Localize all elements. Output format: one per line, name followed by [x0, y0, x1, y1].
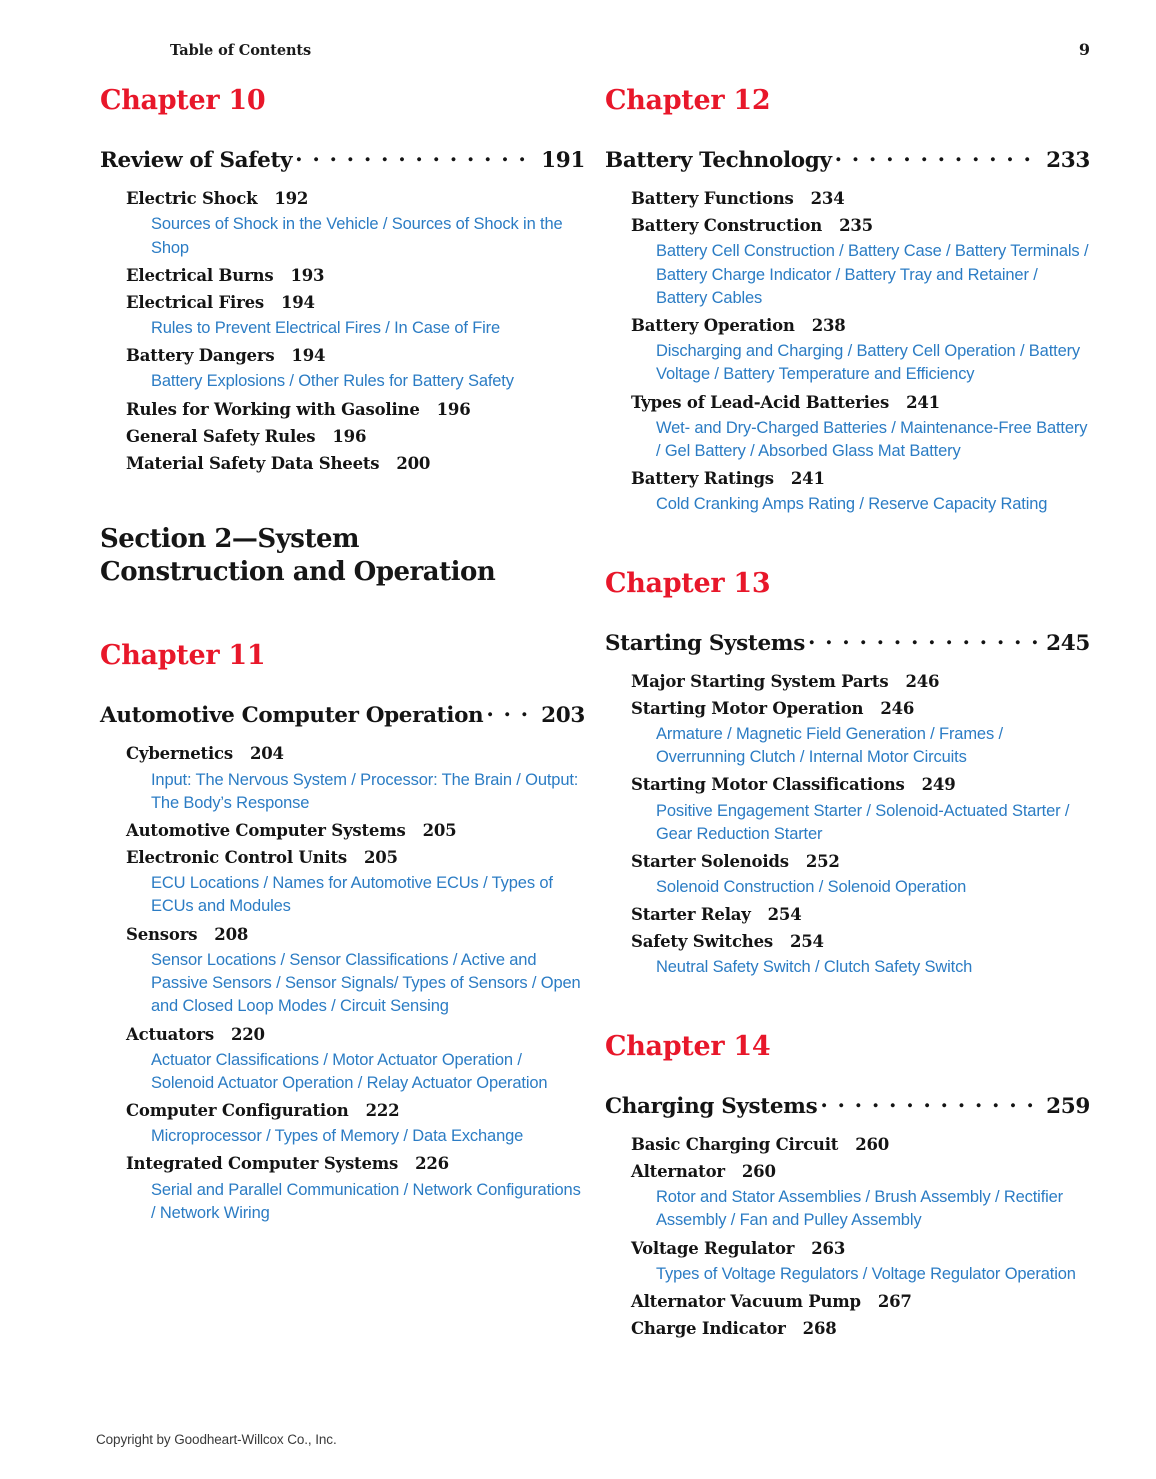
toc-entry-label: Major Starting System Parts: [631, 671, 889, 691]
toc-entry-level2[interactable]: Cold Cranking Amps Rating / Reserve Capacity Rating: [656, 495, 1048, 514]
toc-entry-level2[interactable]: Microprocessor / Types of Memory / Data Exchange: [151, 1127, 524, 1146]
chapter-title-text: Starting Systems: [605, 630, 805, 656]
chapter-title-page-number: 191: [541, 148, 585, 174]
toc-entry-page-number: 260: [741, 1162, 776, 1181]
chapter-title-text: Charging Systems: [605, 1093, 818, 1119]
toc-entry-level2[interactable]: Actuator Classifications / Motor Actuator Operation / Solenoid Actuator Operation / Relay Actuator Operation: [151, 1050, 548, 1092]
chapter-title-page-number: 203: [541, 703, 585, 729]
toc-entry-label: Electrical Burns: [126, 265, 274, 285]
toc-entry-label: Alternator: [631, 1162, 725, 1181]
chapter-title-entry[interactable]: [605, 146, 1090, 174]
toc-entry-level2[interactable]: Serial and Parallel Communication / Network Configurations / Network Wiring: [151, 1180, 581, 1222]
toc-entry-page-number: 252: [805, 852, 840, 871]
chapter-title-entry[interactable]: [100, 701, 585, 729]
toc-entry-label: Actuators: [126, 1024, 214, 1044]
toc-entry-level2[interactable]: Solenoid Construction / Solenoid Operation: [656, 878, 967, 897]
toc-entry-label: Battery Ratings: [631, 469, 774, 489]
toc-entry-level1[interactable]: [126, 845, 585, 870]
toc-entry-label: Sensors: [126, 924, 198, 944]
toc-columns: [100, 86, 1090, 1343]
running-head-title: Table of Contents: [170, 42, 312, 59]
toc-entry-label: General Safety Rules: [126, 426, 316, 446]
toc-entry-label: Battery Functions: [631, 189, 794, 209]
dot-leader: [820, 1091, 1039, 1113]
toc-entry-label: Battery Construction: [631, 216, 823, 236]
copyright-notice: Copyright by Goodheart-Willcox Co., Inc.: [96, 1432, 337, 1447]
chapter-title-entry[interactable]: [100, 146, 585, 174]
toc-entry-level1[interactable]: [631, 849, 1090, 874]
toc-entry-level1[interactable]: [631, 929, 1090, 954]
running-head: [100, 40, 1090, 59]
toc-entry-page-number: 192: [274, 189, 309, 209]
toc-entry-label: Electric Shock: [126, 189, 258, 209]
toc-entry-page-number: 196: [332, 426, 367, 446]
toc-entry-page-number: 205: [364, 848, 398, 868]
toc-entry-level1[interactable]: [631, 696, 1090, 721]
toc-entry-level1[interactable]: [631, 772, 1090, 797]
dot-leader: [486, 701, 534, 723]
toc-entry-level1[interactable]: [126, 451, 585, 476]
toc-entry-label: Types of Lead-Acid Batteries: [631, 392, 890, 412]
toc-entry-level1[interactable]: [631, 669, 1090, 694]
chapter-heading[interactable]: Chapter 14: [605, 1030, 771, 1062]
toc-entry-level1[interactable]: [631, 902, 1090, 927]
toc-column-left: [100, 86, 585, 1343]
chapter-title-text: Battery Technology: [605, 148, 832, 174]
toc-entry-level2[interactable]: Input: The Nervous System / Processor: The Brain / Output: The Body’s Response: [151, 770, 579, 812]
toc-entry-label: Basic Charging Circuit: [631, 1134, 839, 1154]
toc-entry-level2[interactable]: ECU Locations / Names for Automotive ECUs / Types of ECUs and Modules: [151, 874, 553, 916]
chapter-title-page-number: 233: [1046, 148, 1090, 174]
dot-leader: [808, 628, 1039, 650]
toc-entry-level1[interactable]: [126, 424, 585, 449]
toc-entry-level1[interactable]: [631, 1316, 1090, 1341]
toc-entry-page-number: 194: [281, 292, 315, 312]
toc-entry-level2[interactable]: Sensor Locations / Sensor Classifications / Active and Passive Sensors / Sensor Signals/ Types of Sensors / Open and Closed Loop Modes / Circuit Sensing: [151, 950, 581, 1016]
toc-entry-level2[interactable]: Wet- and Dry-Charged Batteries / Maintenance-Free Battery / Gel Battery / Absorbed Glass Mat Battery: [656, 418, 1088, 460]
chapter-title-entry[interactable]: [605, 628, 1090, 656]
toc-entry-label: Starting Motor Classifications: [631, 775, 905, 795]
toc-entry-level2[interactable]: Rotor and Stator Assemblies / Brush Assembly / Rectifier Assembly / Fan and Pulley Assembly: [656, 1188, 1064, 1230]
toc-entry-level2[interactable]: Neutral Safety Switch / Clutch Safety Switch: [656, 958, 973, 977]
toc-entry-page-number: 254: [790, 932, 824, 952]
toc-entry-page-number: 222: [365, 1101, 400, 1121]
toc-entry-label: Cybernetics: [126, 744, 233, 764]
chapter-title-page-number: 259: [1046, 1093, 1090, 1119]
toc-entry-page-number: 246: [905, 671, 940, 691]
toc-entry-level1[interactable]: [631, 390, 1090, 415]
toc-entry-level1[interactable]: [631, 466, 1090, 491]
toc-entry-page-number: 194: [291, 346, 326, 366]
toc-entry-page-number: 268: [802, 1318, 837, 1338]
toc-entry-label: Battery Dangers: [126, 346, 275, 366]
toc-entry-page-number: 260: [855, 1134, 890, 1154]
toc-entry-level1[interactable]: [126, 186, 585, 211]
toc-entry-page-number: 204: [249, 744, 284, 764]
toc-entry-level1[interactable]: [126, 397, 585, 422]
toc-entry-label: Starter Solenoids: [631, 852, 789, 871]
toc-entry-level2[interactable]: Positive Engagement Starter / Solenoid-Actuated Starter / Gear Reduction Starter: [656, 801, 1070, 843]
toc-entry-label: Alternator Vacuum Pump: [631, 1291, 861, 1311]
toc-entry-level1[interactable]: [631, 213, 1090, 238]
toc-entry-label: Electrical Fires: [126, 292, 264, 312]
chapter-heading[interactable]: Chapter 12: [605, 85, 771, 116]
toc-entry-level1[interactable]: [631, 1159, 1090, 1184]
toc-entry-level1[interactable]: [631, 186, 1090, 211]
chapter-title-entry[interactable]: [605, 1091, 1090, 1119]
toc-entry-label: Starter Relay: [631, 905, 751, 925]
toc-entry-page-number: 241: [790, 469, 825, 489]
chapter-heading[interactable]: Chapter 13: [605, 567, 771, 599]
toc-entry-label: Safety Switches: [631, 932, 773, 952]
toc-entry-level1[interactable]: [126, 343, 585, 368]
chapter-heading[interactable]: Chapter 11: [100, 640, 266, 672]
toc-entry-page-number: 241: [906, 392, 940, 412]
toc-entry-level1[interactable]: [126, 290, 585, 315]
toc-entry-level1[interactable]: [631, 1289, 1090, 1314]
toc-entry-label: Automotive Computer Systems: [126, 821, 406, 841]
toc-entry-page-number: 246: [880, 698, 915, 718]
toc-entry-level1[interactable]: [126, 922, 585, 947]
toc-entry-page-number: 200: [396, 453, 431, 473]
toc-entry-label: Charge Indicator: [631, 1318, 786, 1338]
toc-entry-label: Material Safety Data Sheets: [126, 453, 380, 473]
toc-entry-page-number: 249: [921, 775, 956, 795]
toc-entry-label: Electronic Control Units: [126, 848, 347, 868]
toc-entry-level1[interactable]: [126, 263, 585, 288]
toc-entry-page-number: 235: [839, 216, 873, 236]
toc-entry-level2[interactable]: Types of Voltage Regulators / Voltage Regulator Operation: [656, 1264, 1076, 1283]
toc-entry-page-number: 226: [415, 1154, 449, 1174]
toc-entry-level1[interactable]: [631, 1132, 1090, 1157]
toc-entry-label: Starting Motor Operation: [631, 698, 864, 718]
dot-leader: [835, 146, 1040, 168]
toc-entry-page-number: 208: [214, 924, 249, 944]
toc-entry-page-number: 193: [290, 265, 325, 285]
toc-entry-page-number: 205: [422, 821, 457, 841]
toc-entry-page-number: 234: [810, 189, 845, 209]
toc-entry-level1[interactable]: [126, 741, 585, 766]
toc-entry-label: Integrated Computer Systems: [126, 1154, 399, 1174]
toc-entry-page-number: 238: [811, 316, 846, 336]
toc-entry-level1[interactable]: [126, 1022, 585, 1047]
toc-entry-level1[interactable]: [126, 1151, 585, 1176]
toc-entry-label: Computer Configuration: [126, 1101, 349, 1121]
toc-entry-page-number: 220: [230, 1024, 265, 1044]
toc-entry-page-number: 196: [436, 399, 471, 419]
toc-entry-label: Rules for Working with Gasoline: [126, 399, 420, 419]
toc-entry-page-number: 263: [811, 1238, 846, 1258]
toc-entry-page-number: 267: [877, 1291, 912, 1311]
toc-entry-level2[interactable]: Battery Cell Construction / Battery Case / Battery Terminals / Battery Charge Indicator / Battery Tray and Retainer / Battery Cables: [656, 242, 1089, 307]
toc-entry-level2[interactable]: Rules to Prevent Electrical Fires / In Case of Fire: [151, 318, 501, 337]
toc-entry-label: Voltage Regulator: [631, 1238, 795, 1258]
section-heading: Section 2—System Construction and Operation: [100, 523, 496, 587]
toc-entry-level1[interactable]: [631, 1236, 1090, 1261]
toc-entry-level2[interactable]: Battery Explosions / Other Rules for Battery Safety: [151, 372, 514, 391]
page-number-folio: 9: [1078, 40, 1090, 59]
toc-entry-level2[interactable]: Armature / Magnetic Field Generation / Frames / Overrunning Clutch / Internal Motor Circuits: [656, 724, 1003, 767]
chapter-title-text: Review of Safety: [100, 148, 293, 174]
toc-entry-level2[interactable]: Sources of Shock in the Vehicle / Sources of Shock in the Shop: [151, 215, 563, 257]
toc-entry-level2[interactable]: Discharging and Charging / Battery Cell Operation / Battery Voltage / Battery Temperature and Efficiency: [656, 342, 1081, 384]
dot-leader: [295, 146, 534, 168]
toc-entry-page-number: 254: [767, 905, 802, 925]
toc-entry-level1[interactable]: [126, 818, 585, 843]
toc-entry-level1[interactable]: [631, 313, 1090, 338]
chapter-title-text: Automotive Computer Operation: [100, 703, 484, 729]
toc-entry-label: Battery Operation: [631, 316, 795, 336]
chapter-heading[interactable]: Chapter 10: [100, 85, 266, 116]
toc-column-right: [605, 86, 1090, 1343]
toc-entry-level1[interactable]: [126, 1098, 585, 1123]
chapter-title-page-number: 245: [1046, 630, 1090, 656]
